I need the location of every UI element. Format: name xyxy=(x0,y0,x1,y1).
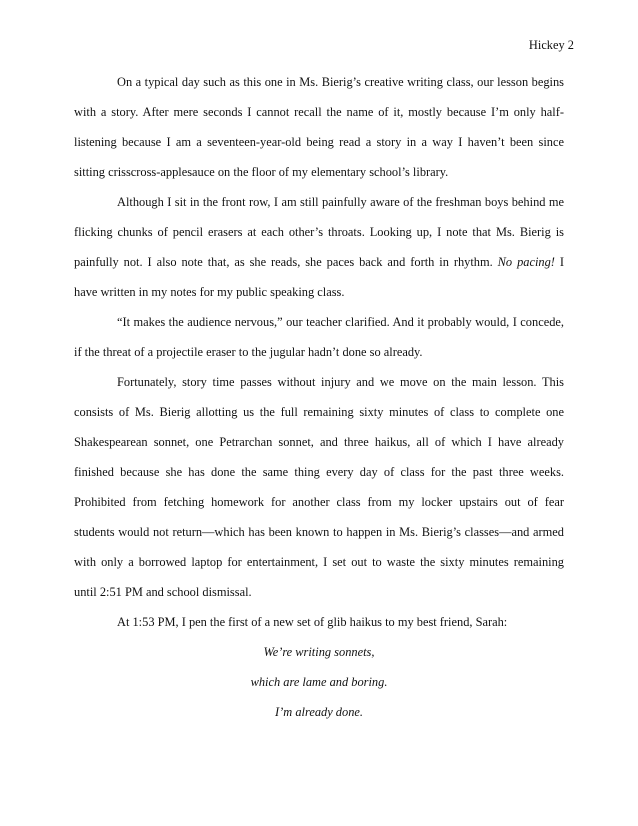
haiku-line-1: We’re writing sonnets, xyxy=(263,645,375,659)
haiku-line-2: which are lame and boring. xyxy=(250,675,388,689)
running-head: Hickey 2 xyxy=(528,38,574,52)
body-line-15: Prohibited from fetching homework for another class from my locker upstairs out of fear xyxy=(74,495,564,509)
body-line-10: if the threat of a projectile eraser to the jugular hadn’t done so already. xyxy=(74,345,423,359)
body-line-19: At 1:53 PM, I pen the first of a new set of glib haikus to my best friend, Sarah: xyxy=(117,615,508,629)
body-line-14: finished because she has done the same thing every day of class for the past three weeks. xyxy=(74,465,564,479)
body-line-7-tail: I xyxy=(554,255,564,269)
body-line-4: sitting crisscross-applesauce on the floor of my elementary school’s library. xyxy=(74,165,449,179)
body-line-18: until 2:51 PM and school dismissal. xyxy=(74,585,252,599)
body-line-11: Fortunately, story time passes without injury and we move on the main lesson. This xyxy=(117,375,564,389)
body-line-7-text: painfully not. I also note that, as she reads, she paces back and forth in rhythm. xyxy=(74,255,493,269)
body-line-3: listening because I am a seventeen-year-old being read a story in a way I haven’t been since xyxy=(74,135,564,149)
haiku-line-3: I’m already done. xyxy=(275,705,363,719)
body-line-5: Although I sit in the front row, I am still painfully aware of the freshman boys behind me xyxy=(117,195,564,209)
body-line-2: with a story. After mere seconds I cannot recall the name of it, mostly because I’m only half- xyxy=(74,105,564,119)
body-line-13: Shakespearean sonnet, one Petrarchan sonnet, and three haikus, all of which I have already xyxy=(74,435,564,449)
body-line-16: students would not return—which has been known to happen in Ms. Bierig’s classes—and armed xyxy=(74,525,564,539)
body-line-9: “It makes the audience nervous,” our teacher clarified. And it probably would, I concede, xyxy=(117,315,564,329)
no-pacing-emphasis: No pacing! xyxy=(497,255,555,269)
body-line-12: consists of Ms. Bierig allotting us the full remaining sixty minutes of class to complete one xyxy=(74,405,564,419)
body-line-7 xyxy=(74,254,564,270)
body-line-1: On a typical day such as this one in Ms. Bierig’s creative writing class, our lesson begins xyxy=(117,75,564,89)
body-line-17: with only a borrowed laptop for entertainment, I set out to waste the sixty minutes remaining xyxy=(74,555,564,569)
body-line-6: flicking chunks of pencil erasers at each other’s throats. Looking up, I note that Ms. Bierig is xyxy=(74,225,564,239)
body-line-8: have written in my notes for my public speaking class. xyxy=(74,285,345,299)
